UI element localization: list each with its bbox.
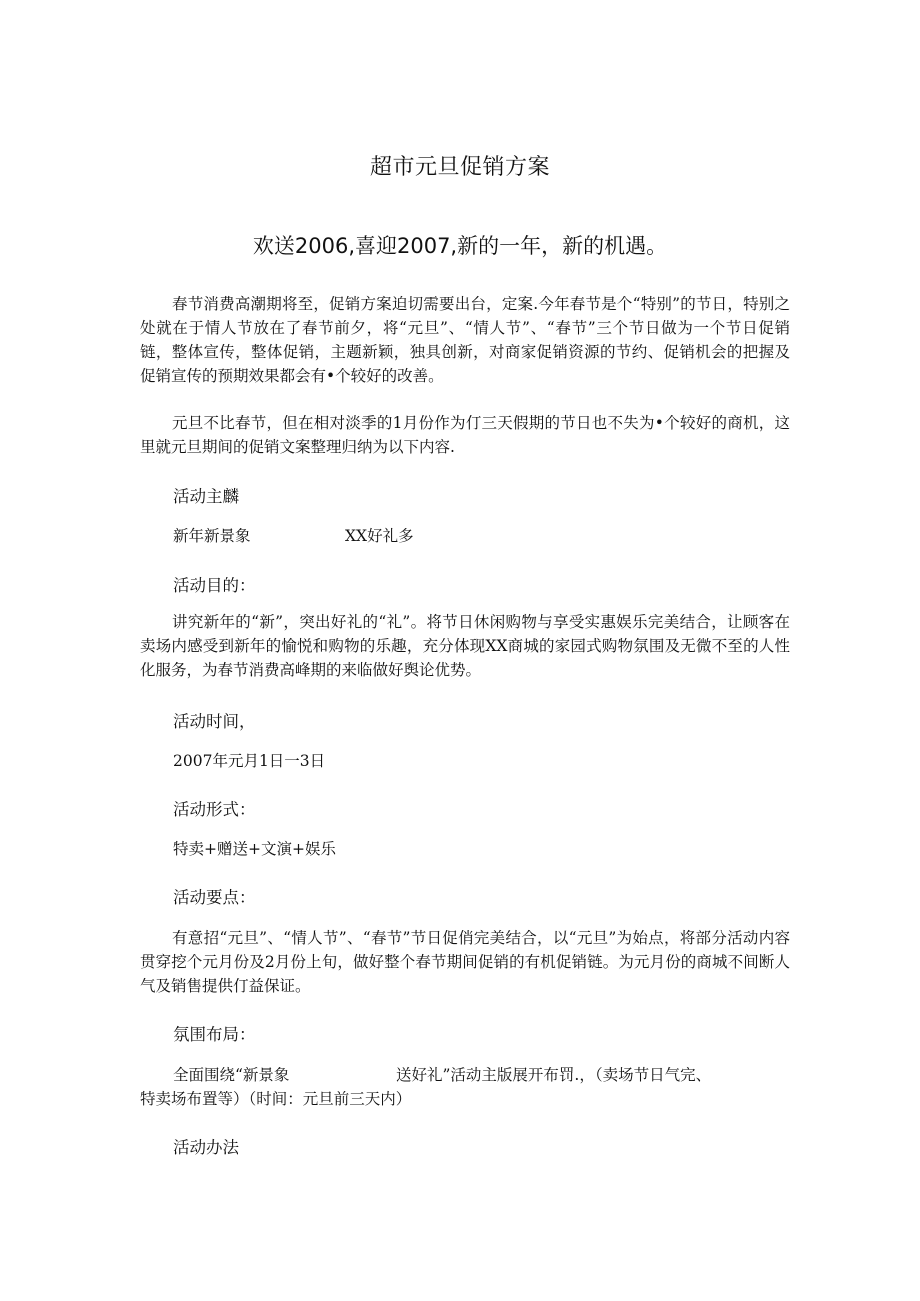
document-title: 超市元旦促销方案 — [369, 155, 550, 180]
intro-paragraph-2: 元旦不比春节，但在相对淡季的1月份作为仃三天假期的节日也不失为•个较好的商机，这里就元旦期间的促销文案整理归纳为以下内容. — [140, 414, 790, 456]
atmosphere-line-1b: 送好礼”活动主版展开布罚.，（卖场节日气完、 — [396, 1066, 712, 1084]
theme-left: 新年新景象 — [173, 527, 251, 545]
theme-right: XX好礼多 — [345, 527, 414, 545]
time-heading: 活动时间， — [173, 712, 256, 731]
form-heading: 活动形式： — [173, 800, 256, 819]
document-subtitle: 欢送2006,喜迎2007,新的一年，新的机遇。 — [252, 234, 668, 258]
theme-heading: 活动主麟 — [173, 487, 239, 506]
atmosphere-line-2: 特卖场布置等）（时间：元旦前三天内） — [140, 1090, 412, 1108]
intro-paragraph-1: 春节消费高潮期将至，促销方案迫切需要出台，定案.今年春节是个“特别”的节日，特别之处就在于情人节放在了春节前夕，将“元旦”、“情人节”、“春节”三个节日做为一个节日促销链，整体宣传，整体促销，主题新颖，独具创新，对商家促销资源的节约、促销机会的把握及促销宣传的预期效果都会有•个较好的改善。 — [140, 295, 790, 385]
purpose-paragraph: 讲究新年的“新”，突出好礼的“礼”。将节日休闲购物与享受实惠娱乐完美结合，让顾客在卖场内感受到新年的愉悦和购物的乐趣，充分体现XX商城的家园式购物氛围及无微不至的人性化服务，为春节消费高峰期的来临做好舆论优势。 — [140, 613, 790, 679]
atmosphere-heading: 氛围布局： — [173, 1025, 256, 1044]
points-paragraph: 有意招“元旦”、“情人节”、“春节”节日促俏完美结合，以“元旦”为始点，将部分活动内容贯穿挖个元月份及2月份上旬，做好整个春节期间促销的有机促销链。为元月份的商城不间断人气及销售提供仃益保证。 — [140, 929, 790, 995]
method-heading: 活动办法 — [173, 1138, 239, 1157]
points-heading: 活动要点： — [173, 888, 256, 907]
time-text: 2007年元月1日一3日 — [173, 752, 326, 770]
atmosphere-line-1a: 全面围绕“新景象 — [173, 1066, 290, 1084]
purpose-heading: 活动目的： — [173, 576, 256, 595]
form-text: 特卖+赠送+文演+娱乐 — [173, 840, 336, 858]
